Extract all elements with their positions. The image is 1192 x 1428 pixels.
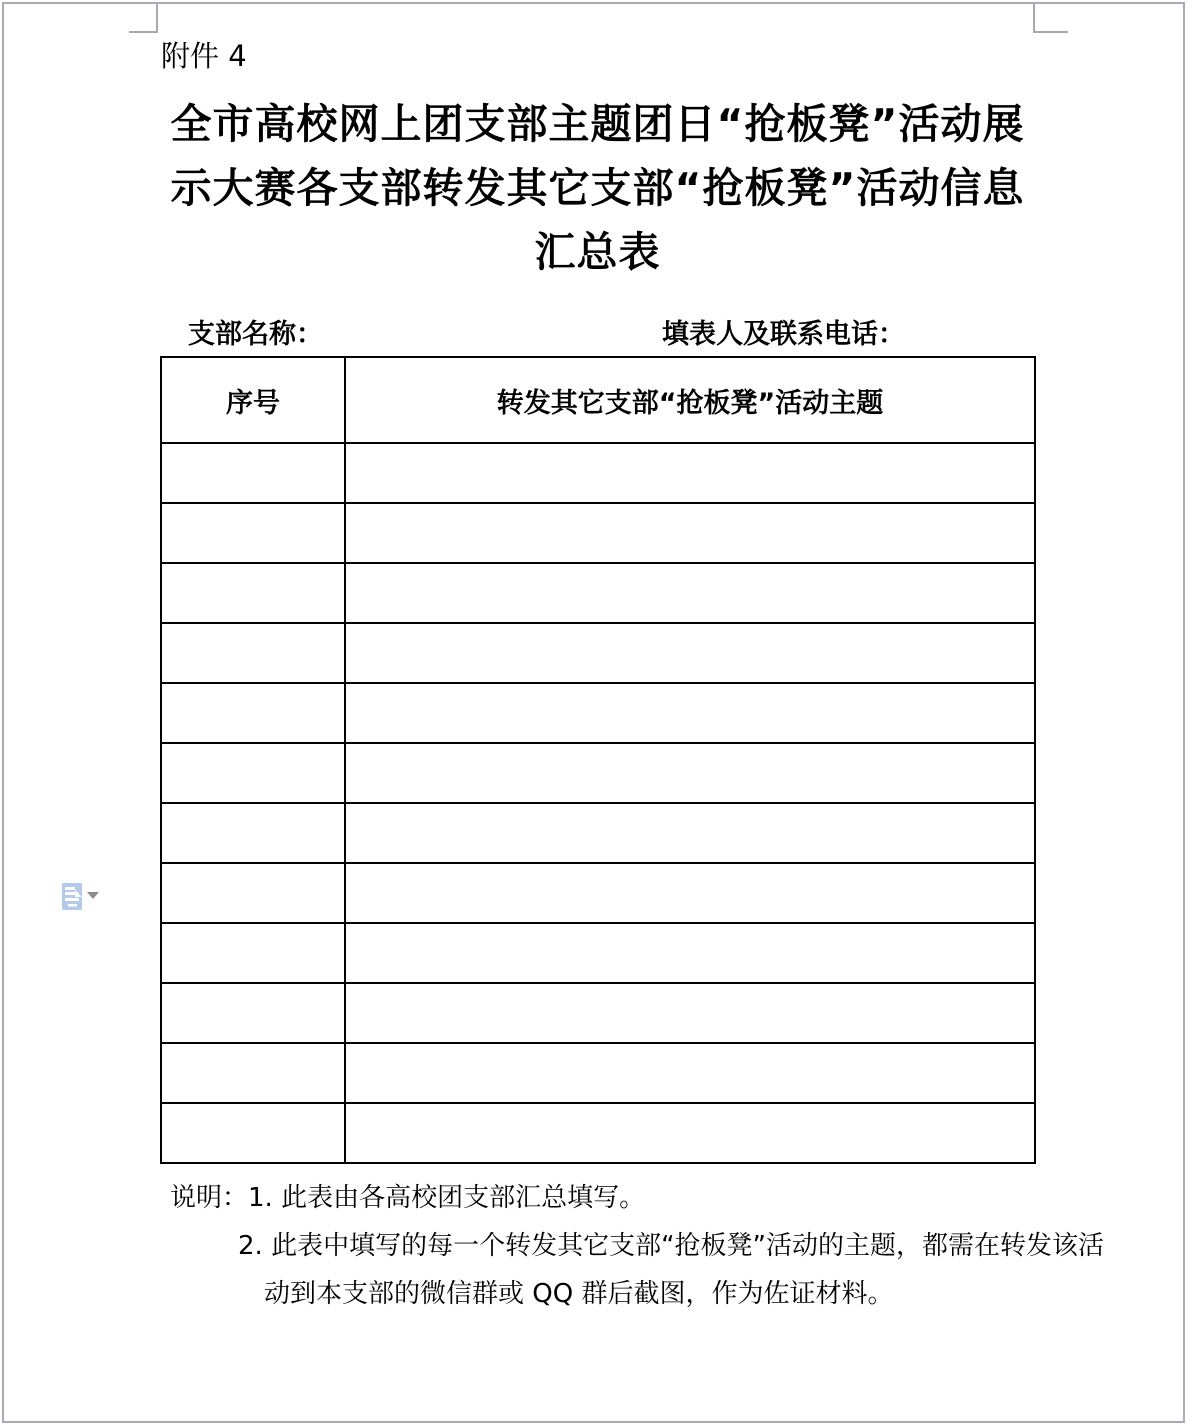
summary-table-body bbox=[161, 443, 1035, 1163]
table-cell[interactable] bbox=[161, 743, 345, 803]
table-row bbox=[161, 863, 1035, 923]
table-cell[interactable] bbox=[345, 983, 1035, 1043]
table-cell[interactable] bbox=[161, 983, 345, 1043]
table-row bbox=[161, 443, 1035, 503]
table-header-row bbox=[161, 357, 1035, 443]
table-cell[interactable] bbox=[345, 443, 1035, 503]
page-title bbox=[160, 92, 1035, 284]
table-cell[interactable] bbox=[161, 863, 345, 923]
table-row bbox=[161, 983, 1035, 1043]
table-cell[interactable] bbox=[345, 563, 1035, 623]
table-cell[interactable] bbox=[345, 743, 1035, 803]
table-row bbox=[161, 563, 1035, 623]
attachment-number-label: 附件 4 bbox=[161, 39, 247, 73]
branch-name-label: 支部名称： bbox=[188, 319, 323, 350]
header-cell-index: 序号 bbox=[161, 357, 345, 443]
table-row bbox=[161, 743, 1035, 803]
table-cell[interactable] bbox=[161, 443, 345, 503]
text-boundary-mark-top-right bbox=[1033, 3, 1068, 33]
table-cell[interactable] bbox=[161, 503, 345, 563]
notes-line-2: 2. 此表中填写的每一个转发其它支部“抢板凳”活动的主题，都需在转发该活 bbox=[238, 1231, 1105, 1261]
summary-table bbox=[160, 356, 1036, 1164]
table-cell[interactable] bbox=[345, 1103, 1035, 1163]
table-cell[interactable] bbox=[161, 1103, 345, 1163]
table-cell[interactable] bbox=[345, 683, 1035, 743]
table-row bbox=[161, 503, 1035, 563]
notes-line-3: 动到本支部的微信群或 QQ 群后截图，作为佐证材料。 bbox=[264, 1279, 894, 1309]
table-cell[interactable] bbox=[345, 503, 1035, 563]
page-title-line-3: 汇总表 bbox=[534, 228, 661, 276]
comment-document-icon[interactable] bbox=[61, 882, 85, 912]
table-cell[interactable] bbox=[345, 1043, 1035, 1103]
table-row bbox=[161, 623, 1035, 683]
notes-line-1: 说明：1. 此表由各高校团支部汇总填写。 bbox=[170, 1183, 646, 1213]
contact-person-phone-label: 填表人及联系电话： bbox=[662, 319, 905, 350]
table-cell[interactable] bbox=[345, 923, 1035, 983]
table-row bbox=[161, 923, 1035, 983]
table-cell[interactable] bbox=[161, 803, 345, 863]
dropdown-arrow-icon[interactable] bbox=[87, 892, 99, 899]
table-cell[interactable] bbox=[161, 1043, 345, 1103]
table-cell[interactable] bbox=[345, 623, 1035, 683]
page-title-line-1: 全市高校网上团支部主题团日“抢板凳”活动展 bbox=[170, 100, 1025, 148]
table-cell[interactable] bbox=[161, 923, 345, 983]
table-row bbox=[161, 1103, 1035, 1163]
table-row bbox=[161, 1043, 1035, 1103]
table-row bbox=[161, 803, 1035, 863]
table-cell[interactable] bbox=[345, 803, 1035, 863]
table-row bbox=[161, 683, 1035, 743]
table-cell[interactable] bbox=[161, 563, 345, 623]
header-cell-topic: 转发其它支部“抢板凳”活动主题 bbox=[345, 357, 1035, 443]
table-cell[interactable] bbox=[161, 683, 345, 743]
page-title-line-2: 示大赛各支部转发其它支部“抢板凳”活动信息 bbox=[170, 164, 1025, 212]
table-cell[interactable] bbox=[345, 863, 1035, 923]
table-cell[interactable] bbox=[161, 623, 345, 683]
text-boundary-mark-top-left bbox=[129, 3, 158, 33]
